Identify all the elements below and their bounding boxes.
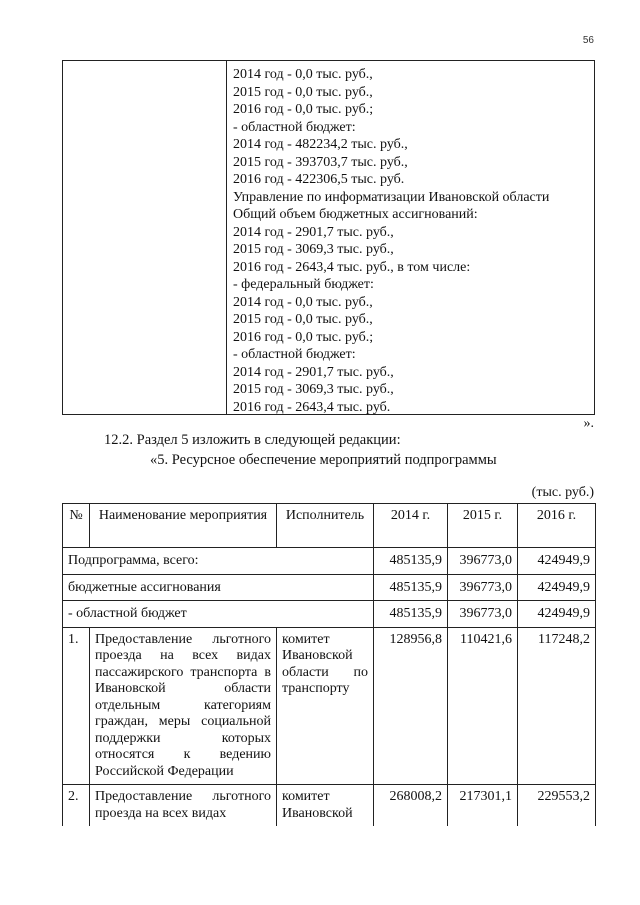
table-row <box>63 548 596 575</box>
summary-2016: 424949,9 <box>518 601 596 628</box>
funding-line: 2016 год - 2643,4 тыс. руб., в том числе: <box>233 259 471 275</box>
funding-line: - областной бюджет: <box>233 347 356 362</box>
row-executor: комитет Ивановской области по транспорту <box>277 627 374 785</box>
header-2016: 2016 г. <box>518 504 596 548</box>
row-2015: 110421,6 <box>448 627 518 785</box>
row-2016: 229553,2 <box>518 785 596 827</box>
funding-line: 2015 год - 0,0 тыс. руб., <box>233 312 373 327</box>
summary-2014: 485135,9 <box>374 574 448 601</box>
row-2016: 117248,2 <box>518 627 596 785</box>
row-2015: 217301,1 <box>448 785 518 827</box>
row-num: 2. <box>63 785 90 827</box>
section-heading: 12.2. Раздел 5 изложить в следующей редакции: <box>104 432 401 448</box>
row-activity-name: Предоставление льготного проезда на всех видах пассажирского транспорта в Ивановской области отдельным категориям граждан, меры социальной поддержки которых относятся к ведению Российской Федерации <box>90 627 277 785</box>
resource-table <box>62 503 596 826</box>
funding-line: 2016 год - 0,0 тыс. руб.; <box>233 102 374 117</box>
funding-line: 2015 год - 3069,3 тыс. руб., <box>233 242 394 257</box>
summary-2015: 396773,0 <box>448 601 518 628</box>
summary-2016: 424949,9 <box>518 574 596 601</box>
summary-2016: 424949,9 <box>518 548 596 575</box>
header-executor: Исполнитель <box>277 504 374 548</box>
table-header-row <box>63 504 596 548</box>
funding-continuation-table <box>62 60 595 415</box>
funding-line: 2015 год - 0,0 тыс. руб., <box>233 84 373 100</box>
table-row <box>63 627 596 785</box>
funding-line: 2015 год - 3069,3 тыс. руб., <box>233 382 394 397</box>
summary-2014: 485135,9 <box>374 548 448 575</box>
row-2014: 268008,2 <box>374 785 448 827</box>
section-title: «5. Ресурсное обеспечение мероприятий подпрограммы <box>150 452 497 468</box>
row-num: 1. <box>63 627 90 785</box>
summary-label: Подпрограмма, всего: <box>63 548 374 575</box>
closing-quote: ». <box>583 416 594 431</box>
unit-label: (тыс. руб.) <box>531 485 594 500</box>
funding-line: Общий объем бюджетных ассигнований: <box>233 207 478 222</box>
table-row <box>63 785 596 827</box>
funding-line: - областной бюджет: <box>233 119 356 135</box>
funding-line: 2014 год - 2901,7 тыс. руб., <box>233 364 394 380</box>
page-number: 56 <box>582 35 594 46</box>
summary-2014: 485135,9 <box>374 601 448 628</box>
funding-line: 2014 год - 2901,7 тыс. руб., <box>233 224 394 240</box>
summary-2015: 396773,0 <box>448 548 518 575</box>
summary-2015: 396773,0 <box>448 574 518 601</box>
funding-line: 2016 год - 422306,5 тыс. руб. <box>233 172 405 187</box>
header-num: № <box>63 504 90 548</box>
row-executor: комитет Ивановской <box>277 785 374 827</box>
header-2015: 2015 г. <box>448 504 518 548</box>
funding-line: 2014 год - 0,0 тыс. руб., <box>233 294 373 310</box>
funding-line: Управление по информатизации Ивановской области <box>233 189 550 205</box>
funding-line: 2016 год - 0,0 тыс. руб.; <box>233 329 374 345</box>
empty-label-column <box>63 61 227 414</box>
funding-line: 2014 год - 482234,2 тыс. руб., <box>233 137 408 152</box>
summary-label: - областной бюджет <box>63 601 374 628</box>
summary-label: бюджетные ассигнования <box>63 574 374 601</box>
funding-line: - федеральный бюджет: <box>233 277 374 292</box>
funding-line: 2014 год - 0,0 тыс. руб., <box>233 67 373 82</box>
header-name: Наименование мероприятия <box>90 504 277 548</box>
table-row <box>63 574 596 601</box>
funding-lines <box>233 66 588 416</box>
row-activity-name: Предоставление льготного проезда на всех видах <box>90 785 277 827</box>
header-2014: 2014 г. <box>374 504 448 548</box>
row-2014: 128956,8 <box>374 627 448 785</box>
table-row <box>63 601 596 628</box>
funding-line: 2015 год - 393703,7 тыс. руб., <box>233 154 408 170</box>
funding-line: 2016 год - 2643,4 тыс. руб. <box>233 399 391 415</box>
